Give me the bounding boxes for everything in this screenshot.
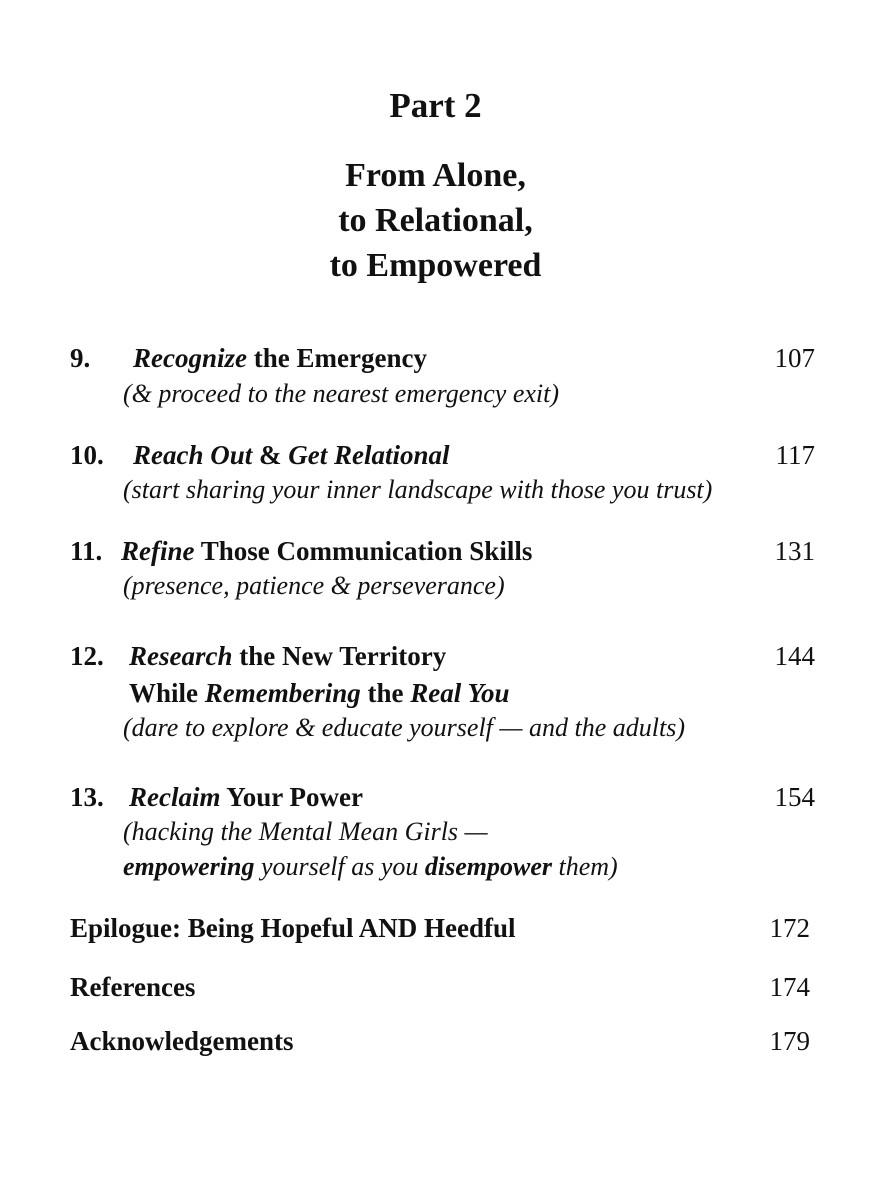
entry-subtitle: (dare to explore & educate yourself — and the adults) xyxy=(123,713,686,742)
entry-subtitle: (presence, patience & perseverance) xyxy=(123,571,505,600)
entry-label: Acknowledgements xyxy=(70,1026,294,1056)
entry-page: 144 xyxy=(774,641,815,671)
entry-title: Recognize the Emergency xyxy=(133,343,427,373)
entry-page: 154 xyxy=(774,782,815,812)
toc-entry-11 xyxy=(70,533,815,613)
entry-subtitle: (start sharing your inner landscape with those you trust) xyxy=(123,475,713,504)
entry-number: 13. xyxy=(70,782,104,812)
entry-title: Research the New Territory xyxy=(129,641,447,671)
entry-label: References xyxy=(70,972,196,1002)
entry-number: 12. xyxy=(70,641,104,671)
entry-page: 117 xyxy=(775,440,815,470)
toc-entry-9 xyxy=(70,340,815,420)
part-label: Part 2 xyxy=(389,86,482,125)
part-title-line: From Alone, xyxy=(345,157,526,194)
part-title xyxy=(0,153,871,288)
entry-title: Reclaim Your Power xyxy=(129,782,363,812)
toc-references xyxy=(70,969,810,1006)
toc-entry-10 xyxy=(70,437,815,517)
entry-title: Refine Those Communication Skills xyxy=(121,536,533,566)
entry-page: 174 xyxy=(769,972,810,1002)
entry-subtitle-continued: empowering yourself as you disempower them) xyxy=(123,852,618,881)
entry-page: 131 xyxy=(774,536,815,566)
entry-label: Epilogue: Being Hopeful AND Heedful xyxy=(70,913,516,943)
toc-entry-13 xyxy=(70,779,815,889)
entry-page: 107 xyxy=(774,343,815,373)
entry-subtitle: (& proceed to the nearest emergency exit) xyxy=(123,379,560,408)
entry-subtitle: (hacking the Mental Mean Girls — xyxy=(123,817,488,846)
entry-title-continued: While Remembering the Real You xyxy=(129,678,510,708)
entry-title: Reach Out & Get Relational xyxy=(133,440,450,470)
part-title-line: to Empowered xyxy=(329,247,542,284)
entry-page: 172 xyxy=(769,913,810,943)
entry-number: 11. xyxy=(70,536,103,566)
toc-acknowledgements xyxy=(70,1023,810,1060)
toc-entry-12 xyxy=(70,638,815,753)
entry-number: 9. xyxy=(70,343,91,373)
entry-page: 179 xyxy=(769,1026,810,1056)
toc-epilogue xyxy=(70,910,810,947)
part-title-line: to Relational, xyxy=(338,202,533,239)
entry-number: 10. xyxy=(70,440,104,470)
